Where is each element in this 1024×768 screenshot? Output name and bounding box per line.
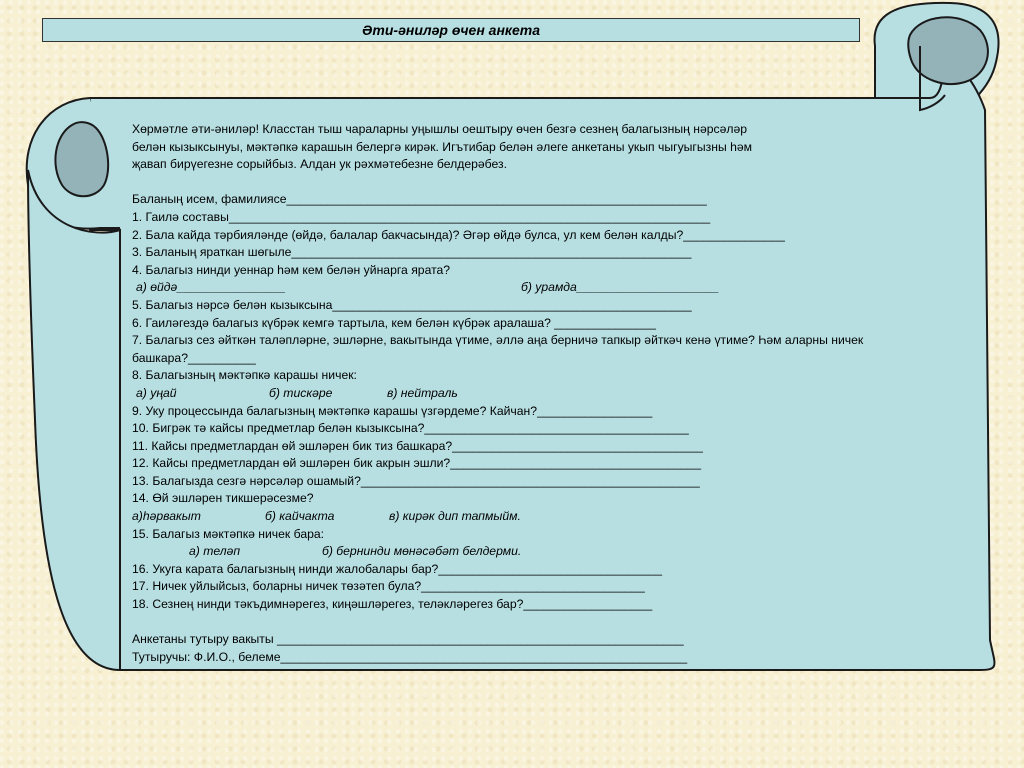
question-14-option-a: а)һәрвакыт (132, 509, 201, 524)
filled-time-field: Анкетаны тутыру вакыты ____________________________________________________________ (132, 632, 684, 647)
question-1: 1. Гаилә составы_______________________________________________________________________ (132, 209, 711, 224)
question-4-option-b: б) урамда_____________________ (521, 280, 720, 295)
question-16: 16. Укуга карата балагызның нинди жалобалары бар?_________________________________ (132, 561, 663, 576)
question-7: 7. Балагыз сез әйткән таләпләрне, эшләрне, вакытында үтиме, әллә аңа берничә тапкыр әйткәч кенә үтиме? Һәм аларны ничек башкара?__________ (132, 333, 864, 365)
question-8-option-b: б) тискәре (269, 385, 333, 400)
question-14-option-c: в) кирәк дип тапмыйм. (389, 509, 521, 524)
question-8-option-c: в) нейтраль (387, 385, 458, 400)
question-8: 8. Балагызның мәктәпкә карашы ничек: (132, 368, 357, 383)
scroll-left-curl (55, 122, 108, 196)
question-6: 6. Гаиләгездә балагыз күбрәк кемгә тартыла, кем белән күбрәк аралаша? _______________ (132, 315, 656, 330)
spacer (132, 174, 772, 192)
spacer (132, 614, 772, 632)
question-17: 17. Ничек уйлыйсыз, боларны ничек төзәтеп була?_________________________________ (132, 579, 645, 594)
question-3: 3. Баланың яраткан шөгыле___________________________________________________________ (132, 245, 692, 260)
question-5: 5. Балагыз нәрсә белән кызыксына_____________________________________________________ (132, 297, 692, 312)
question-8-options (132, 385, 772, 403)
question-15-option-a: а) теләп (189, 544, 241, 559)
question-4-options (132, 279, 772, 297)
scroll-left-strip (28, 170, 120, 670)
question-9: 9. Уку процессында балагызның мәктәпкә карашы үзгәрдеме? Кайчан?_________________ (132, 403, 653, 418)
question-10: 10. Бигрәк тә кайсы предметлар белән кызыксына?_______________________________________ (132, 421, 689, 436)
question-14-options (132, 508, 772, 526)
questionnaire-body (132, 121, 864, 666)
page-title: Әти-әниләр өчен анкета (42, 18, 860, 42)
child-name-field: Баланың исем, фамилиясе______________________________________________________________ (132, 192, 707, 207)
question-8-option-a: а) уңай (136, 385, 177, 400)
question-15-option-b: б) бернинди мөнәсәбәт белдерми. (322, 544, 522, 559)
question-18: 18. Сезнең нинди тәкъдимнәрегез, киңәшләрегез, теләкләрегез бар?___________________ (132, 597, 653, 612)
question-15: 15. Балагыз мәктәпкә ничек бара: (132, 526, 325, 541)
question-15-options (132, 543, 772, 561)
question-12: 12. Кайсы предметлардан өй эшләрен бик акрын эшли?_____________________________________ (132, 456, 701, 471)
intro-text: Хөрмәтле әти-әниләр! Класстан тыш чараларны уңышлы оештыру өчен безгә сезнең балагызның нәрсәләр белән кызыксынуы, мәктәпкә карашын белергә кирәк. Игътибар белән әлеге анкетаны укып чыгуыгызны һәм җавап бирүегезне сорыйбыз. Алдан ук рәхмәтебезне белдерәбез. (132, 122, 753, 172)
question-14: 14. Өй эшләрен тикшерәсезме? (132, 491, 314, 506)
question-4: 4. Балагыз нинди уеннар һәм кем белән уйнарга ярата? (132, 262, 451, 277)
filled-by-field: Тутыручы: Ф.И.О., белеме____________________________________________________________ (132, 649, 688, 664)
question-4-option-a: а) өйдә________________ (136, 280, 286, 295)
question-13: 13. Балагызда сезгә нәрсәләр ошамый?__________________________________________________ (132, 473, 700, 488)
question-2: 2. Бала кайда тәрбияләнде (өйдә, балалар бакчасында)? Әгәр өйдә булса, ул кем белән калды?_______________ (132, 227, 785, 242)
question-14-option-b: б) кайчакта (265, 509, 335, 524)
question-11: 11. Кайсы предметлардан өй эшләрен бик тиз башкара?_____________________________________ (132, 438, 703, 453)
